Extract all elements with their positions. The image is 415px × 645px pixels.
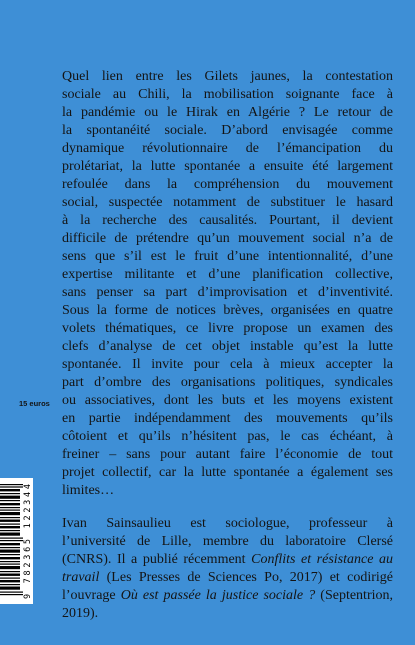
summary-line: limites… <box>62 483 115 498</box>
bio-line <box>62 569 393 587</box>
summary-line: social, suspectée notamment de substituer le hasard <box>62 195 393 210</box>
book-title: travail <box>62 570 100 585</box>
summary-line: dynamique révolutionnaire de l’émancipation du <box>62 141 393 156</box>
summary-line: à la recherche des causalités. Pourtant, il devient <box>62 213 393 228</box>
author-bio-paragraph <box>62 515 393 623</box>
summary-paragraph <box>62 68 393 500</box>
isbn-digits: 9 782365 122344 <box>23 484 33 599</box>
isbn-barcode <box>0 478 34 604</box>
summary-line: projet collectif, car la lutte spontanée a également ses <box>62 465 393 480</box>
summary-line: en partie indépendamment des mouvements qu’ils <box>62 411 393 426</box>
summary-line: Quel lien entre les Gilets jaunes, la contestation <box>62 69 393 84</box>
summary-line: sens que s’il est le fruit d’une intentionnalité, d’une <box>62 249 393 264</box>
summary-line: la spontanéité sociale. D’abord envisagée comme <box>62 123 393 138</box>
summary-line: part d’ombre des organisations politiques, syndicales <box>62 375 393 390</box>
summary-line: la pandémie ou le Hirak en Algérie ? Le retour de <box>62 105 393 120</box>
summary-line: difficile de prétendre qu’un mouvement social n’a de <box>62 231 393 246</box>
summary-line: volets thématiques, ce livre propose un examen des <box>62 321 393 336</box>
book-title: Où est passée la justice sociale ? <box>120 588 316 603</box>
summary-line: refoulée dans la compréhension du mouvement <box>62 177 393 192</box>
bio-text: (CNRS). Il a publié récemment <box>62 552 252 567</box>
bio-text: (Septentrion, <box>315 588 393 603</box>
bio-line: 2019). <box>62 606 99 621</box>
bio-line: Ivan Sainsaulieu est sociologue, professeur à <box>62 516 393 531</box>
bio-line <box>62 587 393 605</box>
summary-line: sociale au Chili, la mobilisation soignante face à <box>62 87 393 102</box>
bio-line <box>62 551 393 569</box>
summary-line: expertise militante et d’une planification collective, <box>62 267 393 282</box>
price-label: 15 euros <box>19 399 50 408</box>
summary-line: freiner – sans pour autant faire l’économie de tout <box>62 447 393 462</box>
summary-line: côtoient et qu’ils n’hésitent pas, le cas échéant, à <box>62 429 393 444</box>
summary-line: sans penser sa part d’improvisation et d’inventivité. <box>62 285 393 300</box>
summary-line: ou associatives, dont les buts et les moyens existent <box>62 393 393 408</box>
summary-line: Sous la forme de notices brèves, organisées en quatre <box>62 303 393 318</box>
summary-line: prolétariat, la lutte spontanée a ensuite été largement <box>62 159 393 174</box>
book-title: Conflits et résistance au <box>251 552 393 567</box>
bio-text: l’ouvrage <box>62 588 121 603</box>
summary-line: spontanée. Il invite pour cela à mieux accepter la <box>62 357 393 372</box>
bio-text: (Les Presses de Sciences Po, 2017) et codirigé <box>99 570 393 585</box>
summary-line: clefs d’analyse de cet objet instable qu’est la lutte <box>62 339 393 354</box>
bio-line: l’université de Lille, membre du laboratoire Clersé <box>62 534 393 549</box>
